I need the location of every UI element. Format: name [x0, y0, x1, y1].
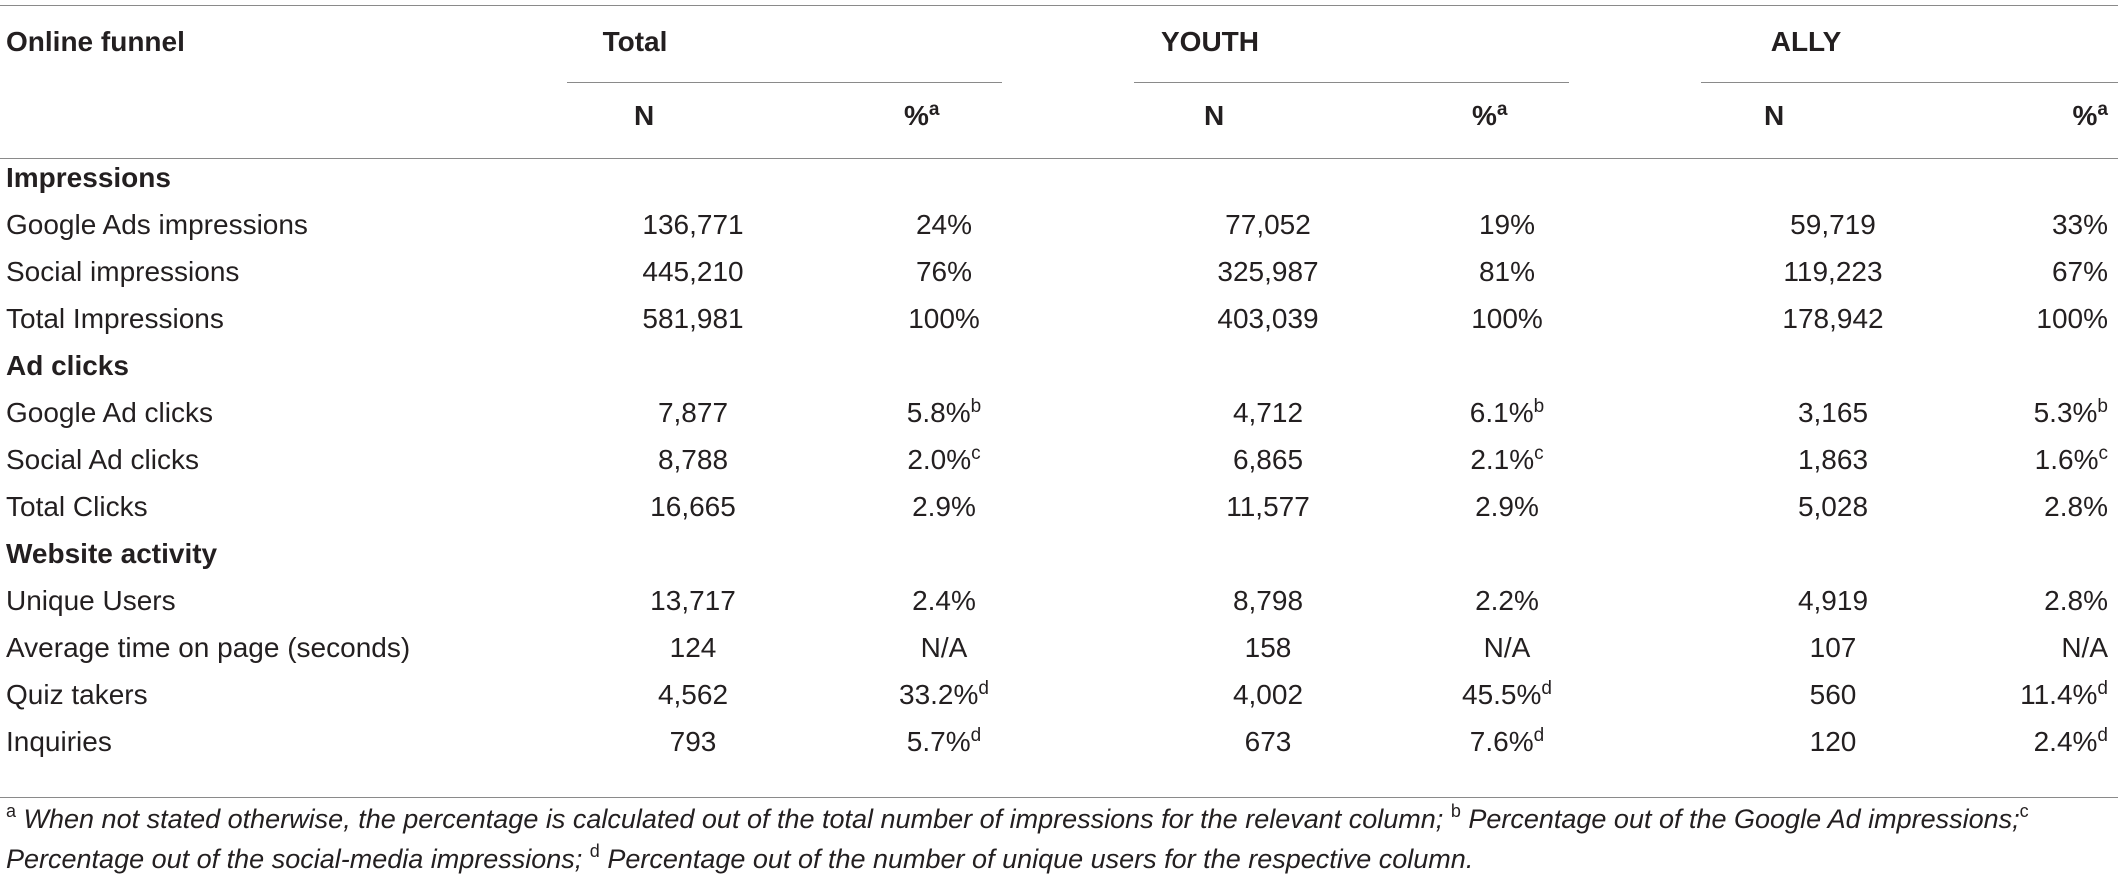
pct-value: 5.8%	[906, 397, 971, 428]
cell-total-n: 8,788	[657, 444, 729, 475]
cell-youth-pct	[1410, 718, 1600, 765]
cell-total-n: 124	[669, 632, 717, 663]
footnote-mark: b	[1533, 396, 1545, 417]
pct-value: 2.4%	[2033, 726, 2098, 757]
cell-youth-n: 77,052	[1225, 209, 1311, 240]
cell-ally-pct	[1980, 624, 2118, 671]
pct-value: 2.9%	[1475, 491, 1539, 522]
footnote-marker: a	[6, 801, 17, 821]
footnote-mark: b	[970, 396, 982, 417]
header-total-pct	[830, 78, 1030, 154]
footnote-mark: d	[2097, 725, 2108, 746]
cell-ally-n: 4,919	[1797, 585, 1869, 616]
cell-total-n: 793	[669, 726, 717, 757]
cell-total-n: 16,665	[650, 491, 736, 522]
section-row	[0, 342, 2118, 389]
online-funnel-table	[0, 6, 2118, 765]
table-row	[0, 295, 2118, 342]
table-row	[0, 248, 2118, 295]
pct-value: 24%	[915, 209, 973, 240]
cell-youth-pct	[1410, 389, 1600, 436]
header-youth-pct-sup: a	[1496, 99, 1508, 120]
footnote-mark: d	[1533, 725, 1545, 746]
header-ally-pct-label: %	[2072, 100, 2098, 131]
cell-total-n: 7,877	[657, 397, 729, 428]
cell-youth-pct	[1410, 248, 1600, 295]
cell-ally-n: 119,223	[1783, 256, 1883, 287]
pct-value: 5.7%	[906, 726, 971, 757]
header-youth-pct-label: %	[1472, 100, 1497, 131]
footnote-mark: d	[1541, 678, 1552, 699]
pct-value: 19%	[1478, 209, 1536, 240]
row-label: Social Ad clicks	[6, 444, 199, 475]
pct-value: N/A	[920, 632, 968, 663]
cell-total-pct	[830, 718, 1030, 765]
cell-youth-pct	[1410, 671, 1600, 718]
cell-total-n: 4,562	[657, 679, 729, 710]
section-title: Ad clicks	[6, 350, 129, 381]
header-total-n: N	[634, 100, 655, 131]
cell-youth-n: 325,987	[1217, 256, 1319, 287]
table-row	[0, 483, 2118, 530]
footnote-mark: d	[2097, 678, 2108, 699]
row-label: Social impressions	[6, 256, 240, 287]
row-label: Quiz takers	[6, 679, 148, 710]
cell-total-pct	[830, 295, 1030, 342]
cell-ally-n: 3,165	[1797, 397, 1869, 428]
pct-value: 11.4%	[2020, 679, 2098, 710]
header-ally-pct	[1980, 78, 2118, 154]
footnote-mark: d	[970, 725, 982, 746]
table-row	[0, 671, 2118, 718]
cell-youth-n: 4,002	[1232, 679, 1304, 710]
pct-value: 2.1%	[1470, 444, 1535, 475]
section-title: Impressions	[6, 162, 171, 193]
row-label: Total Clicks	[6, 491, 148, 522]
header-group-total-label: Total	[602, 26, 668, 57]
pct-value: 2.8%	[2044, 585, 2108, 616]
footnote-mark: c	[1534, 443, 1544, 464]
footnote-text: Percentage out of the social-media impressions;	[6, 844, 590, 874]
cell-ally-n: 5,028	[1797, 491, 1869, 522]
pct-value: 1.6%	[2034, 444, 2099, 475]
section-row	[0, 530, 2118, 577]
pct-value: 7.6%	[1469, 726, 1534, 757]
cell-ally-pct	[1980, 436, 2118, 483]
group-rule-youth	[1134, 82, 1569, 83]
row-label: Inquiries	[6, 726, 112, 757]
pct-value: 5.3%	[2033, 397, 2098, 428]
table-row	[0, 718, 2118, 765]
pct-value: 100%	[908, 303, 980, 334]
footnote-marker: b	[1450, 801, 1461, 821]
pct-value: 81%	[1478, 256, 1536, 287]
cell-total-n: 136,771	[642, 209, 744, 240]
footnote-mark: b	[2097, 396, 2108, 417]
pct-value: 45.5%	[1462, 679, 1542, 710]
table-row	[0, 577, 2118, 624]
cell-ally-pct	[1980, 483, 2118, 530]
cell-ally-pct	[1980, 248, 2118, 295]
footnote-marker: c	[2019, 801, 2029, 821]
header-youth-n: N	[1204, 100, 1225, 131]
group-rule-ally	[1701, 82, 2118, 83]
header-group-ally-label: ALLY	[1770, 26, 1842, 57]
cell-ally-n: 107	[1809, 632, 1857, 663]
cell-total-n: 13,717	[650, 585, 736, 616]
pct-value: 2.0%	[907, 444, 972, 475]
table-row	[0, 389, 2118, 436]
header-total-pct-sup: a	[928, 99, 940, 120]
cell-total-pct	[830, 671, 1030, 718]
cell-ally-pct	[1980, 718, 2118, 765]
cell-youth-n: 11,577	[1226, 491, 1310, 522]
header-online-funnel: Online funnel	[6, 26, 185, 57]
footnotes	[6, 799, 2106, 879]
cell-youth-pct	[1410, 483, 1600, 530]
header-row-groups	[0, 6, 2118, 78]
cell-youth-n: 158	[1244, 632, 1292, 663]
cell-total-pct	[830, 248, 1030, 295]
cell-ally-n: 59,719	[1790, 209, 1876, 240]
header-ally-pct-sup: a	[2097, 99, 2108, 120]
pct-value: 67%	[2051, 256, 2108, 287]
cell-total-pct	[830, 577, 1030, 624]
header-bottom-rule	[0, 158, 2118, 159]
cell-ally-n: 178,942	[1782, 303, 1884, 334]
cell-youth-n: 8,798	[1232, 585, 1304, 616]
cell-youth-pct	[1410, 624, 1600, 671]
cell-youth-pct	[1410, 436, 1600, 483]
footnote-marker: d	[589, 841, 600, 861]
cell-youth-pct	[1410, 577, 1600, 624]
table-row	[0, 624, 2118, 671]
header-group-total	[460, 6, 1030, 78]
pct-value: 100%	[2036, 303, 2108, 334]
footnote-mark: d	[978, 678, 989, 699]
pct-value: 2.4%	[912, 585, 976, 616]
cell-youth-n: 6,865	[1232, 444, 1304, 475]
header-total-pct-label: %	[904, 100, 929, 131]
cell-ally-pct	[1980, 295, 2118, 342]
cell-ally-pct	[1980, 389, 2118, 436]
pct-value: N/A	[2061, 632, 2108, 663]
cell-ally-pct	[1980, 671, 2118, 718]
pct-value: 100%	[1471, 303, 1543, 334]
table-bottom-rule	[0, 797, 2118, 798]
row-label: Google Ads impressions	[6, 209, 308, 240]
pct-value: 2.2%	[1475, 585, 1539, 616]
pct-value: 2.9%	[912, 491, 976, 522]
header-ally-n: N	[1764, 100, 1785, 131]
footnote-text: Percentage out of the number of unique users for the respective column.	[599, 844, 1474, 874]
header-group-youth-label: YOUTH	[1161, 26, 1259, 57]
pct-value: 6.1%	[1469, 397, 1534, 428]
cell-total-n: 581,981	[642, 303, 744, 334]
cell-total-pct	[830, 389, 1030, 436]
cell-youth-n: 4,712	[1232, 397, 1304, 428]
footnote-text: When not stated otherwise, the percentage is calculated out of the total number of impressions for the relevant column;	[16, 804, 1451, 834]
cell-ally-n: 120	[1809, 726, 1857, 757]
cell-total-pct	[830, 201, 1030, 248]
footnote-mark: c	[2098, 443, 2108, 464]
header-group-youth	[1030, 6, 1600, 78]
header-sub-empty	[0, 78, 460, 154]
cell-ally-n: 1,863	[1797, 444, 1869, 475]
cell-ally-pct	[1980, 201, 2118, 248]
cell-youth-n: 673	[1244, 726, 1292, 757]
header-youth-pct	[1410, 78, 1600, 154]
pct-value: 76%	[915, 256, 973, 287]
cell-youth-pct	[1410, 201, 1600, 248]
header-row-sub	[0, 78, 2118, 154]
row-label: Unique Users	[6, 585, 176, 616]
cell-ally-pct	[1980, 577, 2118, 624]
table-row	[0, 201, 2118, 248]
pct-value: 2.8%	[2044, 491, 2108, 522]
cell-youth-pct	[1410, 295, 1600, 342]
section-title: Website activity	[6, 538, 218, 569]
cell-total-pct	[830, 624, 1030, 671]
pct-value: 33%	[2051, 209, 2108, 240]
cell-total-pct	[830, 436, 1030, 483]
row-label: Average time on page (seconds)	[6, 632, 411, 663]
row-label: Google Ad clicks	[6, 397, 213, 428]
cell-total-n: 445,210	[642, 256, 744, 287]
cell-youth-n: 403,039	[1217, 303, 1319, 334]
table-row	[0, 436, 2118, 483]
row-label: Total Impressions	[6, 303, 224, 334]
footnote-mark: c	[971, 443, 981, 464]
group-rule-total	[567, 82, 1002, 83]
cell-ally-n: 560	[1809, 679, 1857, 710]
pct-value: N/A	[1483, 632, 1531, 663]
pct-value: 33.2%	[899, 679, 979, 710]
cell-total-pct	[830, 483, 1030, 530]
section-row	[0, 154, 2118, 201]
footnote-text: Percentage out of the Google Ad impressions;	[1460, 804, 2020, 834]
table-body	[0, 154, 2118, 765]
header-group-ally	[1600, 6, 2118, 78]
